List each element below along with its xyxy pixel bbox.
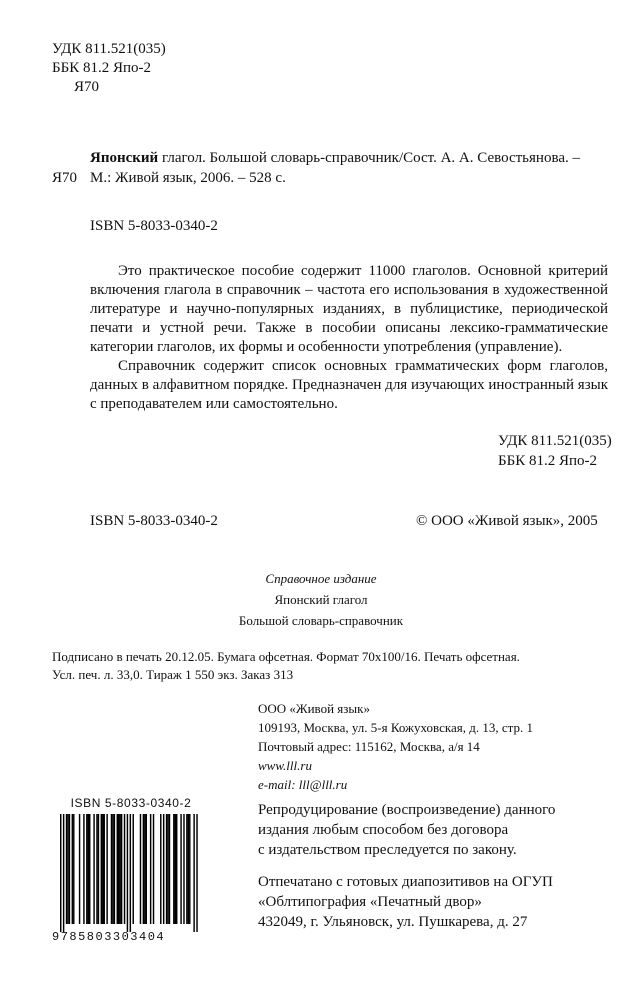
copyright: © ООО «Живой язык», 2005	[416, 513, 598, 529]
barcode-bar	[67, 814, 68, 924]
bib-author-mark: Я70	[52, 170, 78, 186]
barcode-bar	[133, 814, 134, 924]
barcode-bar	[183, 814, 184, 924]
abstract	[90, 262, 608, 414]
barcode-bar	[63, 814, 64, 932]
printed-line-3: 432049, г. Ульяновск, ул. Пушкарева, д. 27	[258, 914, 528, 930]
barcode-bar	[111, 814, 112, 924]
edition-title: Японский глагол	[274, 592, 368, 607]
abstract-paragraph-2: Справочник содержит список основных грамматических форм глаголов, данных в алфавитном порядке. Предназначен для изучающих иностранный язык с преподавателем или самостоятельно.	[90, 358, 608, 412]
barcode-bar	[112, 814, 113, 924]
bbk-code-right: ББК 81.2 Япо-2	[498, 453, 598, 469]
barcode-bar	[86, 814, 87, 924]
barcode-bar	[83, 814, 84, 924]
barcode-bar	[73, 814, 74, 924]
barcode-bar	[118, 814, 119, 924]
barcode-bar	[140, 814, 141, 924]
publisher-name: ООО «Живой язык»	[258, 701, 370, 716]
notice-line-2: издания любым способом без договора	[258, 822, 509, 838]
barcode-bar	[173, 814, 174, 924]
bbk-code: ББК 81.2 Япо-2	[52, 60, 152, 76]
barcode-bar	[124, 814, 125, 924]
barcode-bar	[98, 814, 99, 924]
barcode-bar	[196, 814, 197, 932]
barcode-bar	[186, 814, 187, 924]
barcode-bar	[163, 814, 164, 924]
barcode-bar	[102, 814, 103, 924]
bib-title-bold: Японский	[90, 150, 159, 166]
barcode-bar	[130, 814, 131, 932]
publisher-email: e-mail: lll@lll.ru	[258, 777, 348, 792]
bibliographic-record	[52, 148, 612, 188]
barcode-isbn-label: ISBN 5-8033-0340-2	[70, 796, 192, 810]
barcode-bar	[104, 814, 105, 924]
udc-code: УДК 811.521(035)	[52, 41, 166, 57]
barcode-bar	[93, 814, 94, 924]
bib-publication-info: М.: Живой язык, 2006. – 528 с.	[90, 170, 286, 186]
barcode-bar	[88, 814, 89, 924]
barcode-bar	[193, 814, 194, 932]
barcode-bar	[127, 814, 128, 932]
barcode-bar	[69, 814, 70, 924]
barcode-bar	[121, 814, 122, 924]
udc-header-block	[52, 40, 166, 97]
notice-line-1: Репродуцирование (воспроизведение) данного	[258, 802, 556, 818]
barcode-bar	[114, 814, 115, 924]
printed-line-2: «Облтипография «Печатный двор»	[258, 894, 482, 910]
barcode-bar	[101, 814, 102, 924]
barcode-bar	[72, 814, 73, 924]
publisher-postal: Почтовый адрес: 115162, Москва, а/я 14	[258, 739, 480, 754]
ean13-barcode-icon	[52, 814, 210, 932]
printing-house	[258, 872, 553, 932]
publisher-website: www.lll.ru	[258, 758, 312, 773]
edition-subtitle: Большой словарь-справочник	[238, 613, 404, 628]
barcode-bar	[160, 814, 161, 924]
barcode-block	[52, 796, 210, 944]
bib-imprint-line	[52, 168, 612, 188]
barcode-bar	[117, 814, 118, 924]
barcode-bar	[143, 814, 144, 924]
barcode-bar	[175, 814, 176, 924]
bib-title-rest: глагол. Большой словарь-справочник/Сост. А. А. Севостьянова. –	[158, 150, 580, 166]
notice-line-3: с издательством преследуется по закону.	[258, 842, 517, 858]
barcode-bar	[96, 814, 97, 924]
barcode-bar	[180, 814, 181, 924]
barcode-bar	[169, 814, 170, 924]
isbn-top: ISBN 5-8033-0340-2	[90, 218, 218, 234]
isbn-bottom: ISBN 5-8033-0340-2	[90, 513, 218, 529]
imprint-line-2: Усл. печ. л. 33,0. Тираж 1 550 экз. Заказ 313	[52, 667, 294, 682]
barcode-bar	[106, 814, 107, 924]
barcode-bar	[166, 814, 167, 924]
barcode-bar	[150, 814, 151, 924]
barcode-bar	[66, 814, 67, 924]
abstract-paragraph-1: Это практическое пособие содержит 11000 глаголов. Основной критерий включения глагола в справочник – частота его использования в художественной литературе и научно-популярных изданиях, в публицистике, периодической печати и устной речи. Также в пособии описаны лексико-грамматические категории глаголов, их формы и особенности употребления (управление).	[90, 263, 608, 355]
publisher-block	[258, 699, 533, 794]
print-imprint	[52, 648, 520, 684]
bib-title-line	[52, 148, 612, 168]
udc-code-right: УДК 811.521(035)	[498, 433, 612, 449]
publisher-address: 109193, Москва, ул. 5-я Кожуховская, д. 13, стр. 1	[258, 720, 533, 735]
barcode-bar	[167, 814, 168, 924]
barcode-bar	[89, 814, 90, 924]
barcode-bar	[79, 814, 80, 924]
barcode-bar	[188, 814, 189, 924]
barcode-bar	[144, 814, 145, 924]
imprint-line-1: Подписано в печать 20.12.05. Бумага офсетная. Формат 70х100/16. Печать офсетная.	[52, 649, 520, 664]
barcode-bar	[153, 814, 154, 924]
barcode-bar	[176, 814, 177, 924]
printed-line-1: Отпечатано с готовых диапозитивов на ОГУП	[258, 874, 553, 890]
barcode-bar	[146, 814, 147, 924]
barcode-bar	[119, 814, 120, 924]
barcode-bar	[60, 814, 61, 932]
barcode-digits: 9785803303404	[52, 930, 166, 944]
edition-type: Справочное издание	[265, 571, 377, 586]
copyright-notice	[258, 800, 555, 860]
barcode-bar	[189, 814, 190, 924]
udc-right-block	[498, 431, 612, 471]
author-mark: Я70	[74, 79, 100, 95]
